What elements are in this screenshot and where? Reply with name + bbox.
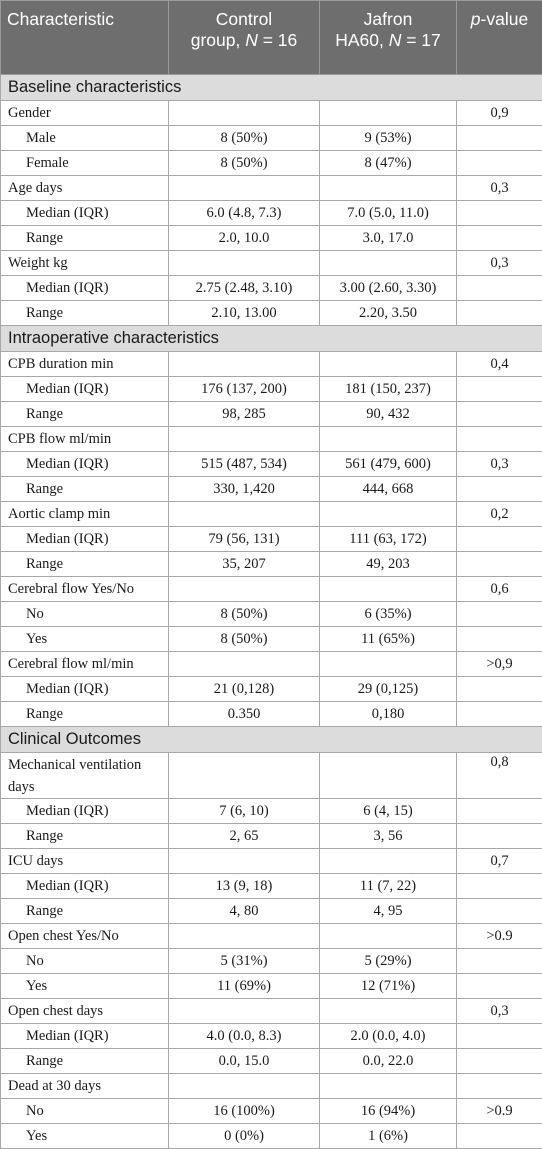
jafron-value xyxy=(320,251,457,276)
control-value: 2.10, 13.00 xyxy=(169,301,320,326)
table-subrow xyxy=(1,1124,542,1149)
table-row xyxy=(1,1074,542,1099)
control-value: 515 (487, 534) xyxy=(169,452,320,477)
jafron-value: 3.0, 17.0 xyxy=(320,226,457,251)
jafron-value: 3, 56 xyxy=(320,824,457,849)
control-value xyxy=(169,924,320,949)
p-value: 0,3 xyxy=(457,176,542,201)
control-value: 21 (0,128) xyxy=(169,677,320,702)
jafron-value: 7.0 (5.0, 11.0) xyxy=(320,201,457,226)
jafron-value: 2.0 (0.0, 4.0) xyxy=(320,1024,457,1049)
row-label: Median (IQR) xyxy=(1,452,169,477)
table-subrow xyxy=(1,899,542,924)
table-subrow xyxy=(1,527,542,552)
control-value: 11 (69%) xyxy=(169,974,320,999)
row-label: Median (IQR) xyxy=(1,527,169,552)
header-characteristic-label: Characteristic xyxy=(7,9,114,29)
control-value: 4, 80 xyxy=(169,899,320,924)
table-subrow xyxy=(1,276,542,301)
row-label: Range xyxy=(1,226,169,251)
jafron-value: 444, 668 xyxy=(320,477,457,502)
jafron-value xyxy=(320,577,457,602)
control-value xyxy=(169,577,320,602)
jafron-value: 90, 432 xyxy=(320,402,457,427)
p-value xyxy=(457,427,542,452)
row-label: No xyxy=(1,602,169,627)
jafron-value xyxy=(320,849,457,874)
control-value: 6.0 (4.8, 7.3) xyxy=(169,201,320,226)
p-value xyxy=(457,949,542,974)
jafron-value: 0.0, 22.0 xyxy=(320,1049,457,1074)
row-label: Median (IQR) xyxy=(1,276,169,301)
section-header-row xyxy=(1,727,542,753)
control-value xyxy=(169,1074,320,1099)
p-value: 0,3 xyxy=(457,251,542,276)
table-subrow xyxy=(1,552,542,577)
control-value: 0.350 xyxy=(169,702,320,727)
header-characteristic xyxy=(1,1,169,75)
header-jafron-group xyxy=(320,1,457,75)
p-value xyxy=(457,552,542,577)
header-control-line1: Control xyxy=(216,9,272,29)
p-value: 0,2 xyxy=(457,502,542,527)
table-subrow xyxy=(1,201,542,226)
jafron-value: 5 (29%) xyxy=(320,949,457,974)
control-value xyxy=(169,999,320,1024)
row-label: Weight kg xyxy=(1,251,169,276)
row-label: Median (IQR) xyxy=(1,1024,169,1049)
jafron-value xyxy=(320,999,457,1024)
section-header-row xyxy=(1,326,542,352)
table-row xyxy=(1,251,542,276)
table-subrow xyxy=(1,477,542,502)
row-label: Range xyxy=(1,702,169,727)
table-row xyxy=(1,652,542,677)
jafron-value: 12 (71%) xyxy=(320,974,457,999)
control-value: 8 (50%) xyxy=(169,151,320,176)
table-subrow xyxy=(1,452,542,477)
p-value xyxy=(457,974,542,999)
p-value xyxy=(457,1124,542,1149)
control-value: 13 (9, 18) xyxy=(169,874,320,899)
table-subrow xyxy=(1,1099,542,1124)
control-value: 8 (50%) xyxy=(169,627,320,652)
control-value xyxy=(169,101,320,126)
table-subrow xyxy=(1,799,542,824)
control-value: 98, 285 xyxy=(169,402,320,427)
table-row xyxy=(1,427,542,452)
table-subrow xyxy=(1,702,542,727)
table-subrow xyxy=(1,151,542,176)
header-control-group xyxy=(169,1,320,75)
jafron-value: 6 (35%) xyxy=(320,602,457,627)
p-value xyxy=(457,377,542,402)
jafron-value xyxy=(320,176,457,201)
jafron-value: 181 (150, 237) xyxy=(320,377,457,402)
control-value xyxy=(169,427,320,452)
section-header-row xyxy=(1,75,542,101)
table-header xyxy=(1,1,542,75)
row-label: Cerebral flow Yes/No xyxy=(1,577,169,602)
row-label: Dead at 30 days xyxy=(1,1074,169,1099)
p-value xyxy=(457,477,542,502)
jafron-value xyxy=(320,753,457,799)
row-label: Yes xyxy=(1,627,169,652)
control-value: 330, 1,420 xyxy=(169,477,320,502)
jafron-value: 9 (53%) xyxy=(320,126,457,151)
row-label: CPB duration min xyxy=(1,352,169,377)
p-value xyxy=(457,627,542,652)
jafron-value: 6 (4, 15) xyxy=(320,799,457,824)
jafron-value: 0,180 xyxy=(320,702,457,727)
p-value xyxy=(457,874,542,899)
control-value xyxy=(169,352,320,377)
header-jafron-n: N xyxy=(389,30,402,50)
control-value: 4.0 (0.0, 8.3) xyxy=(169,1024,320,1049)
control-value xyxy=(169,502,320,527)
table-subrow xyxy=(1,402,542,427)
row-label: Range xyxy=(1,301,169,326)
row-label: No xyxy=(1,949,169,974)
row-label: Range xyxy=(1,402,169,427)
p-value xyxy=(457,1024,542,1049)
section-title: Baseline characteristics xyxy=(1,75,542,101)
table-row xyxy=(1,924,542,949)
p-value: 0,7 xyxy=(457,849,542,874)
jafron-value: 561 (479, 600) xyxy=(320,452,457,477)
p-value xyxy=(457,702,542,727)
table-body xyxy=(1,75,542,1149)
row-label: Aortic clamp min xyxy=(1,502,169,527)
table-subrow xyxy=(1,974,542,999)
control-value: 2.75 (2.48, 3.10) xyxy=(169,276,320,301)
row-label: Range xyxy=(1,824,169,849)
control-value: 5 (31%) xyxy=(169,949,320,974)
control-value: 35, 207 xyxy=(169,552,320,577)
table-subrow xyxy=(1,377,542,402)
row-label: CPB flow ml/min xyxy=(1,427,169,452)
control-value: 79 (56, 131) xyxy=(169,527,320,552)
jafron-value: 16 (94%) xyxy=(320,1099,457,1124)
jafron-value: 2.20, 3.50 xyxy=(320,301,457,326)
section-title: Clinical Outcomes xyxy=(1,727,542,753)
header-p-rest: -value xyxy=(481,9,529,29)
row-label: Open chest days xyxy=(1,999,169,1024)
row-label: Gender xyxy=(1,101,169,126)
row-label: No xyxy=(1,1099,169,1124)
jafron-value xyxy=(320,924,457,949)
p-value: >0.9 xyxy=(457,1099,542,1124)
table-subrow xyxy=(1,824,542,849)
table-row xyxy=(1,352,542,377)
row-label: Male xyxy=(1,126,169,151)
jafron-value xyxy=(320,502,457,527)
row-label: Median (IQR) xyxy=(1,874,169,899)
p-value xyxy=(457,677,542,702)
control-value xyxy=(169,251,320,276)
p-value xyxy=(457,151,542,176)
p-value: >0,9 xyxy=(457,652,542,677)
row-label: Median (IQR) xyxy=(1,799,169,824)
table-subrow xyxy=(1,677,542,702)
header-jafron-line1: Jafron xyxy=(364,9,413,29)
p-value xyxy=(457,276,542,301)
table-subrow xyxy=(1,126,542,151)
p-value xyxy=(457,799,542,824)
p-value xyxy=(457,899,542,924)
jafron-value: 8 (47%) xyxy=(320,151,457,176)
row-label: Range xyxy=(1,1049,169,1074)
p-value xyxy=(457,126,542,151)
table-subrow xyxy=(1,226,542,251)
jafron-value: 4, 95 xyxy=(320,899,457,924)
jafron-value: 49, 203 xyxy=(320,552,457,577)
control-value: 176 (137, 200) xyxy=(169,377,320,402)
jafron-value xyxy=(320,427,457,452)
row-label: Age days xyxy=(1,176,169,201)
control-value xyxy=(169,176,320,201)
control-value xyxy=(169,849,320,874)
table-row xyxy=(1,502,542,527)
table-subrow xyxy=(1,949,542,974)
row-label: Open chest Yes/No xyxy=(1,924,169,949)
row-label: Mechanical ventilation days xyxy=(1,753,169,799)
jafron-value: 111 (63, 172) xyxy=(320,527,457,552)
row-label: Median (IQR) xyxy=(1,201,169,226)
control-value: 8 (50%) xyxy=(169,126,320,151)
p-value xyxy=(457,527,542,552)
p-value xyxy=(457,602,542,627)
row-label: Female xyxy=(1,151,169,176)
row-label: Cerebral flow ml/min xyxy=(1,652,169,677)
jafron-value: 3.00 (2.60, 3.30) xyxy=(320,276,457,301)
jafron-value xyxy=(320,352,457,377)
table-subrow xyxy=(1,301,542,326)
p-value xyxy=(457,301,542,326)
control-value xyxy=(169,753,320,799)
header-jafron-count: = 17 xyxy=(401,30,440,50)
table-subrow xyxy=(1,602,542,627)
row-label: Yes xyxy=(1,1124,169,1149)
table-row xyxy=(1,999,542,1024)
p-value: 0,3 xyxy=(457,452,542,477)
jafron-value xyxy=(320,1074,457,1099)
row-label: Range xyxy=(1,552,169,577)
control-value: 8 (50%) xyxy=(169,602,320,627)
p-value: 0,4 xyxy=(457,352,542,377)
table-subrow xyxy=(1,874,542,899)
header-p-value xyxy=(457,1,542,75)
control-value: 2.0, 10.0 xyxy=(169,226,320,251)
table-subrow xyxy=(1,627,542,652)
p-value xyxy=(457,226,542,251)
table-row xyxy=(1,577,542,602)
row-label: Median (IQR) xyxy=(1,377,169,402)
table-row xyxy=(1,753,542,799)
table-row xyxy=(1,849,542,874)
row-label: Median (IQR) xyxy=(1,677,169,702)
row-label: Range xyxy=(1,477,169,502)
p-value: 0,3 xyxy=(457,999,542,1024)
jafron-value: 11 (65%) xyxy=(320,627,457,652)
header-jafron-line2: HA60, xyxy=(335,30,389,50)
table-subrow xyxy=(1,1024,542,1049)
p-value: 0,9 xyxy=(457,101,542,126)
jafron-value xyxy=(320,652,457,677)
jafron-value: 11 (7, 22) xyxy=(320,874,457,899)
table-subrow xyxy=(1,1049,542,1074)
control-value: 0 (0%) xyxy=(169,1124,320,1149)
jafron-value: 1 (6%) xyxy=(320,1124,457,1149)
row-label: Range xyxy=(1,899,169,924)
control-value: 0.0, 15.0 xyxy=(169,1049,320,1074)
header-control-count: = 16 xyxy=(258,30,297,50)
header-row xyxy=(1,1,542,75)
table-row xyxy=(1,176,542,201)
jafron-value xyxy=(320,101,457,126)
jafron-value: 29 (0,125) xyxy=(320,677,457,702)
p-value: 0,8 xyxy=(457,753,542,799)
p-value: 0,6 xyxy=(457,577,542,602)
p-value xyxy=(457,1049,542,1074)
p-value xyxy=(457,201,542,226)
control-value xyxy=(169,652,320,677)
p-value xyxy=(457,1074,542,1099)
p-value xyxy=(457,824,542,849)
row-label: Yes xyxy=(1,974,169,999)
header-control-line2: group, xyxy=(191,30,245,50)
control-value: 16 (100%) xyxy=(169,1099,320,1124)
table-row xyxy=(1,101,542,126)
control-value: 7 (6, 10) xyxy=(169,799,320,824)
header-p-letter: p xyxy=(471,9,481,29)
p-value: >0.9 xyxy=(457,924,542,949)
p-value xyxy=(457,402,542,427)
header-control-n: N xyxy=(245,30,258,50)
section-title: Intraoperative characteristics xyxy=(1,326,542,352)
control-value: 2, 65 xyxy=(169,824,320,849)
row-label: ICU days xyxy=(1,849,169,874)
